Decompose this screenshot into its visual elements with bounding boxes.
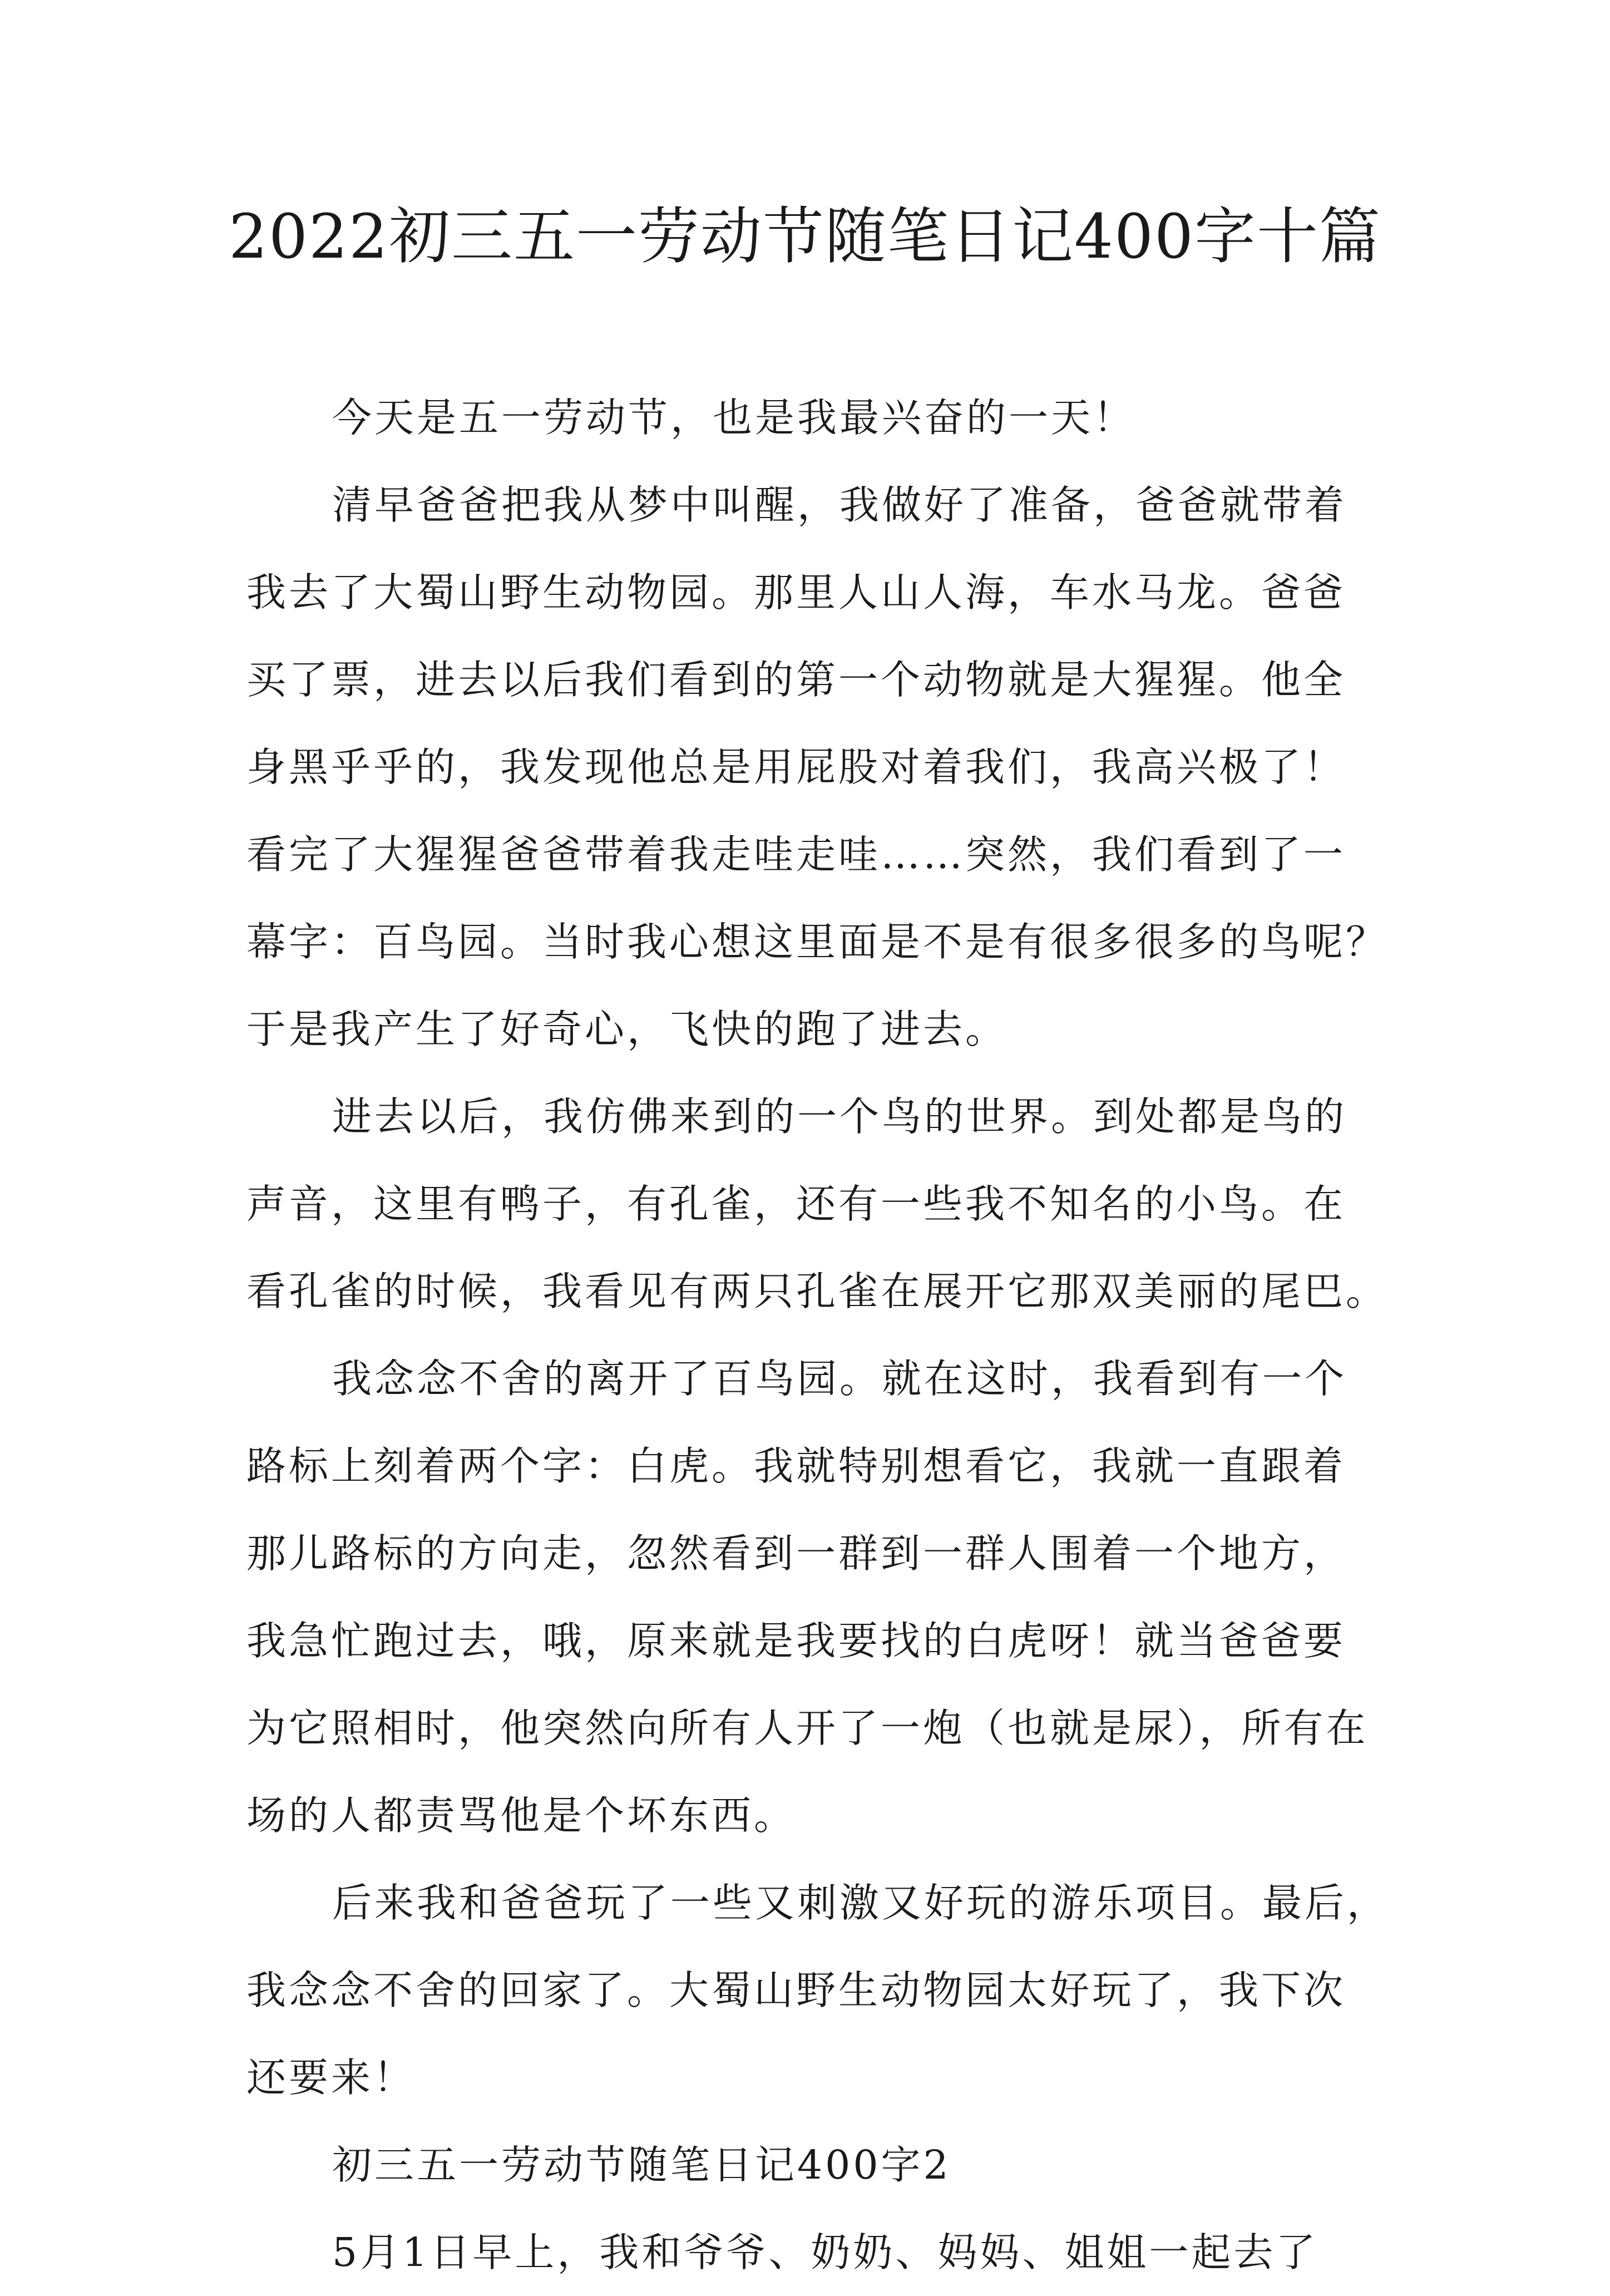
document-body bbox=[246, 374, 1390, 2296]
text-line: 我急忙跑过去，哦，原来就是我要找的白虎呀！就当爸爸要 bbox=[246, 1618, 1346, 1664]
text-line: 进去以后，我仿佛来到的一个鸟的世界。到处都是鸟的 bbox=[332, 1093, 1347, 1140]
text-line: 为它照相时，他突然向所有人开了一炮（也就是尿），所有在 bbox=[246, 1705, 1369, 1751]
text-line: 我念念不舍的离开了百鸟园。就在这时，我看到有一个 bbox=[332, 1356, 1347, 1402]
text-line: 后来我和爸爸玩了一些又刺激又好玩的游乐项目。最后， bbox=[332, 1880, 1390, 1926]
text-line: 路标上刻着两个字：白虎。我就特别想看它，我就一直跟着 bbox=[246, 1443, 1346, 1489]
text-line: 幕字：百鸟园。当时我心想这里面是不是有很多很多的鸟呢？ bbox=[246, 919, 1389, 965]
text-line: 我念念不舍的回家了。大蜀山野生动物园太好玩了，我下次 bbox=[246, 1967, 1346, 2013]
document-title: 2022初三五一劳动节随笔日记400字十篇 bbox=[229, 201, 1381, 272]
text-line: 声音，这里有鸭子，有孔雀，还有一些我不知名的小鸟。在 bbox=[246, 1181, 1346, 1227]
text-line: 今天是五一劳动节，也是我最兴奋的一天！ bbox=[332, 395, 1136, 441]
text-line: 于是我产生了好奇心，飞快的跑了进去。 bbox=[246, 1006, 1008, 1052]
text-line: 看孔雀的时候，我看见有两只孔雀在展开它那双美丽的尾巴。 bbox=[246, 1268, 1389, 1314]
text-line: 5月1日早上，我和爷爷、奶奶、妈妈、姐姐一起去了 bbox=[332, 2229, 1318, 2275]
text-line: 买了票，进去以后我们看到的第一个动物就是大猩猩。他全 bbox=[246, 657, 1346, 703]
text-line: 看完了大猩猩爸爸带着我走哇走哇……突然，我们看到了一 bbox=[246, 831, 1346, 878]
text-line: 那儿路标的方向走，忽然看到一群到一群人围着一个地方， bbox=[246, 1530, 1346, 1576]
text-line: 初三五一劳动节随笔日记400字2 bbox=[332, 2142, 951, 2188]
text-line: 还要来！ bbox=[246, 2054, 416, 2101]
text-line: 场的人都责骂他是个坏东西。 bbox=[246, 1792, 797, 1839]
text-line: 清早爸爸把我从梦中叫醒，我做好了准备，爸爸就带着 bbox=[332, 482, 1347, 528]
text-line: 我去了大蜀山野生动物园。那里人山人海，车水马龙。爸爸 bbox=[246, 569, 1346, 615]
text-line: 身黑乎乎的，我发现他总是用屁股对着我们，我高兴极了！ bbox=[246, 744, 1346, 790]
